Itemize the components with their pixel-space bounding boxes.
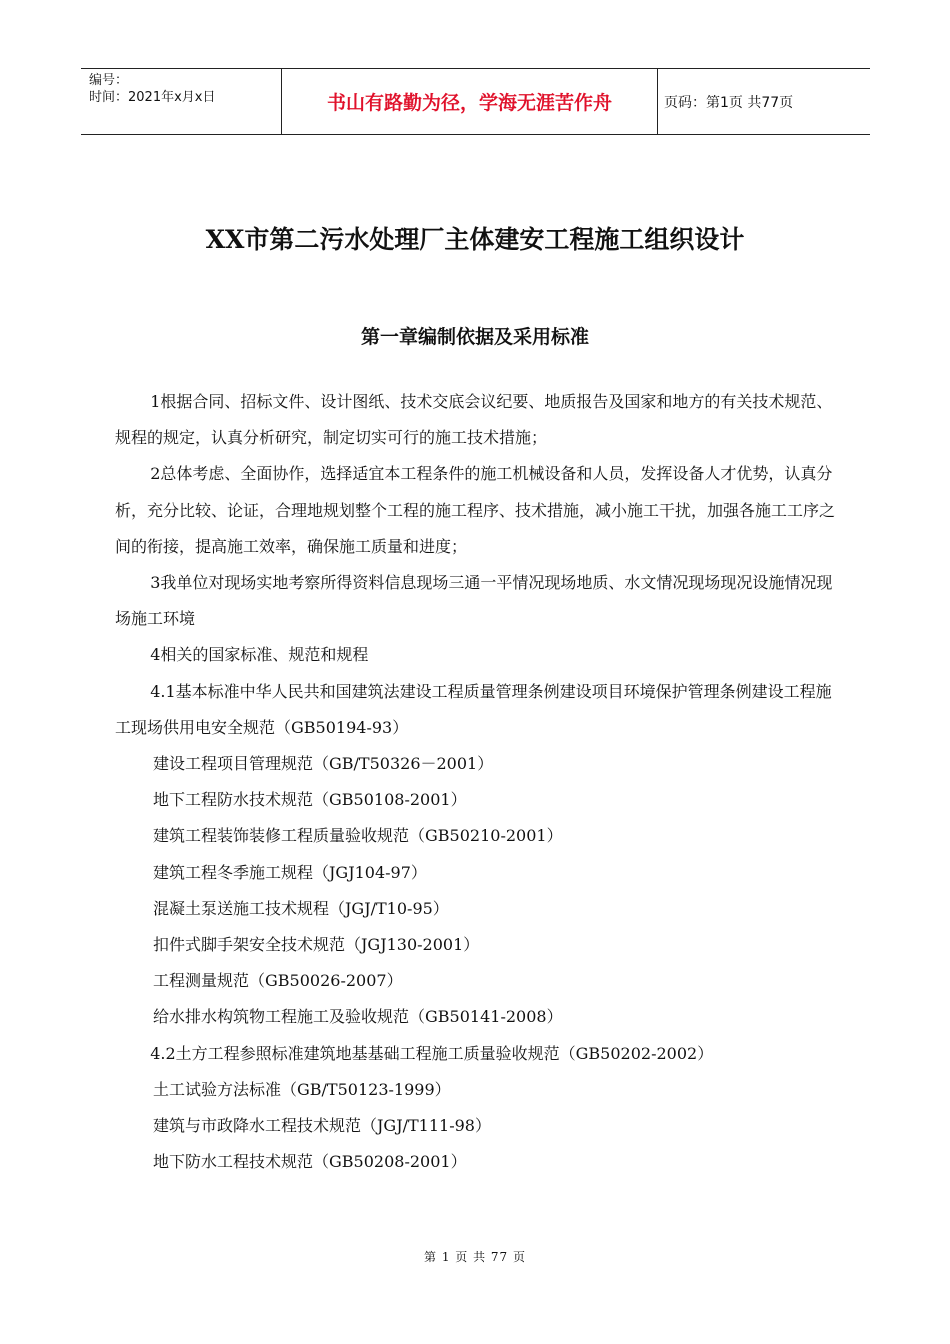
document-time-label: 时间：2021年x月x日 — [89, 90, 216, 105]
paragraph: 4相关的国家标准、规范和规程 — [150, 645, 369, 665]
header-page-info: 页码：第1页 共77页 — [664, 94, 794, 111]
standard-item: 工程测量规范（GB50026-2007） — [153, 971, 403, 991]
paragraph: 3我单位对现场实地考察所得资料信息现场三通一平情况现场地质、水文情况现场现况设施情况现场施工环境 — [115, 573, 833, 629]
paragraph: 4.1基本标准中华人民共和国建筑法建设工程质量管理条例建设项目环境保护管理条例建设工程施工现场供用电安全规范（GB50194-93） — [115, 681, 832, 737]
paragraph: 2总体考虑、全面协作，选择适宜本工程条件的施工机械设备和人员，发挥设备人才优势，认真分析，充分比较、论证，合理地规划整个工程的施工程序、技术措施，减小施工干扰，加强各施工工序之间的衔接，提高施工效率，确保施工质量和进度； — [115, 464, 836, 556]
standard-item: 土工试验方法标准（GB/T50123-1999） — [153, 1079, 451, 1099]
document-body — [115, 384, 845, 1180]
standard-item: 地下工程防水技术规范（GB50108-2001） — [153, 790, 467, 810]
standard-item: 扣件式脚手架安全技术规范（JGJ130-2001） — [153, 935, 480, 955]
standard-item: 地下防水工程技术规范（GB50208-2001） — [153, 1152, 467, 1172]
header-meta-cell — [81, 69, 282, 134]
standard-item: 混凝土泵送施工技术规程（JGJ/T10-95） — [153, 898, 449, 918]
standard-item: 建筑工程装饰装修工程质量验收规范（GB50210-2001） — [153, 826, 563, 846]
standard-item: 建筑工程冬季施工规程（JGJ104-97） — [153, 862, 427, 882]
document-number-label: 编号： — [89, 73, 129, 88]
chapter-title: 第一章编制依据及采用标准 — [360, 326, 589, 348]
paragraph: 4.2土方工程参照标准建筑地基基础工程施工质量验收规范（GB50202-2002） — [150, 1043, 714, 1063]
page-header — [81, 68, 870, 135]
standard-item: 建筑与市政降水工程技术规范（JGJ/T111-98） — [153, 1116, 491, 1136]
paragraph: 1根据合同、招标文件、设计图纸、技术交底会议纪要、地质报告及国家和地方的有关技术规范、规程的规定，认真分析研究，制定切实可行的施工技术措施； — [115, 392, 833, 448]
standard-item: 建设工程项目管理规范（GB/T50326－2001） — [153, 754, 494, 774]
document-title: XX市第二污水处理厂主体建安工程施工组织设计 — [205, 225, 745, 254]
standard-item: 给水排水构筑物工程施工及验收规范（GB50141-2008） — [153, 1007, 563, 1027]
header-motto: 书山有路勤为径，学海无涯苦作舟 — [282, 69, 658, 134]
page-footer: 第 1 页 共 77 页 — [424, 1250, 526, 1264]
